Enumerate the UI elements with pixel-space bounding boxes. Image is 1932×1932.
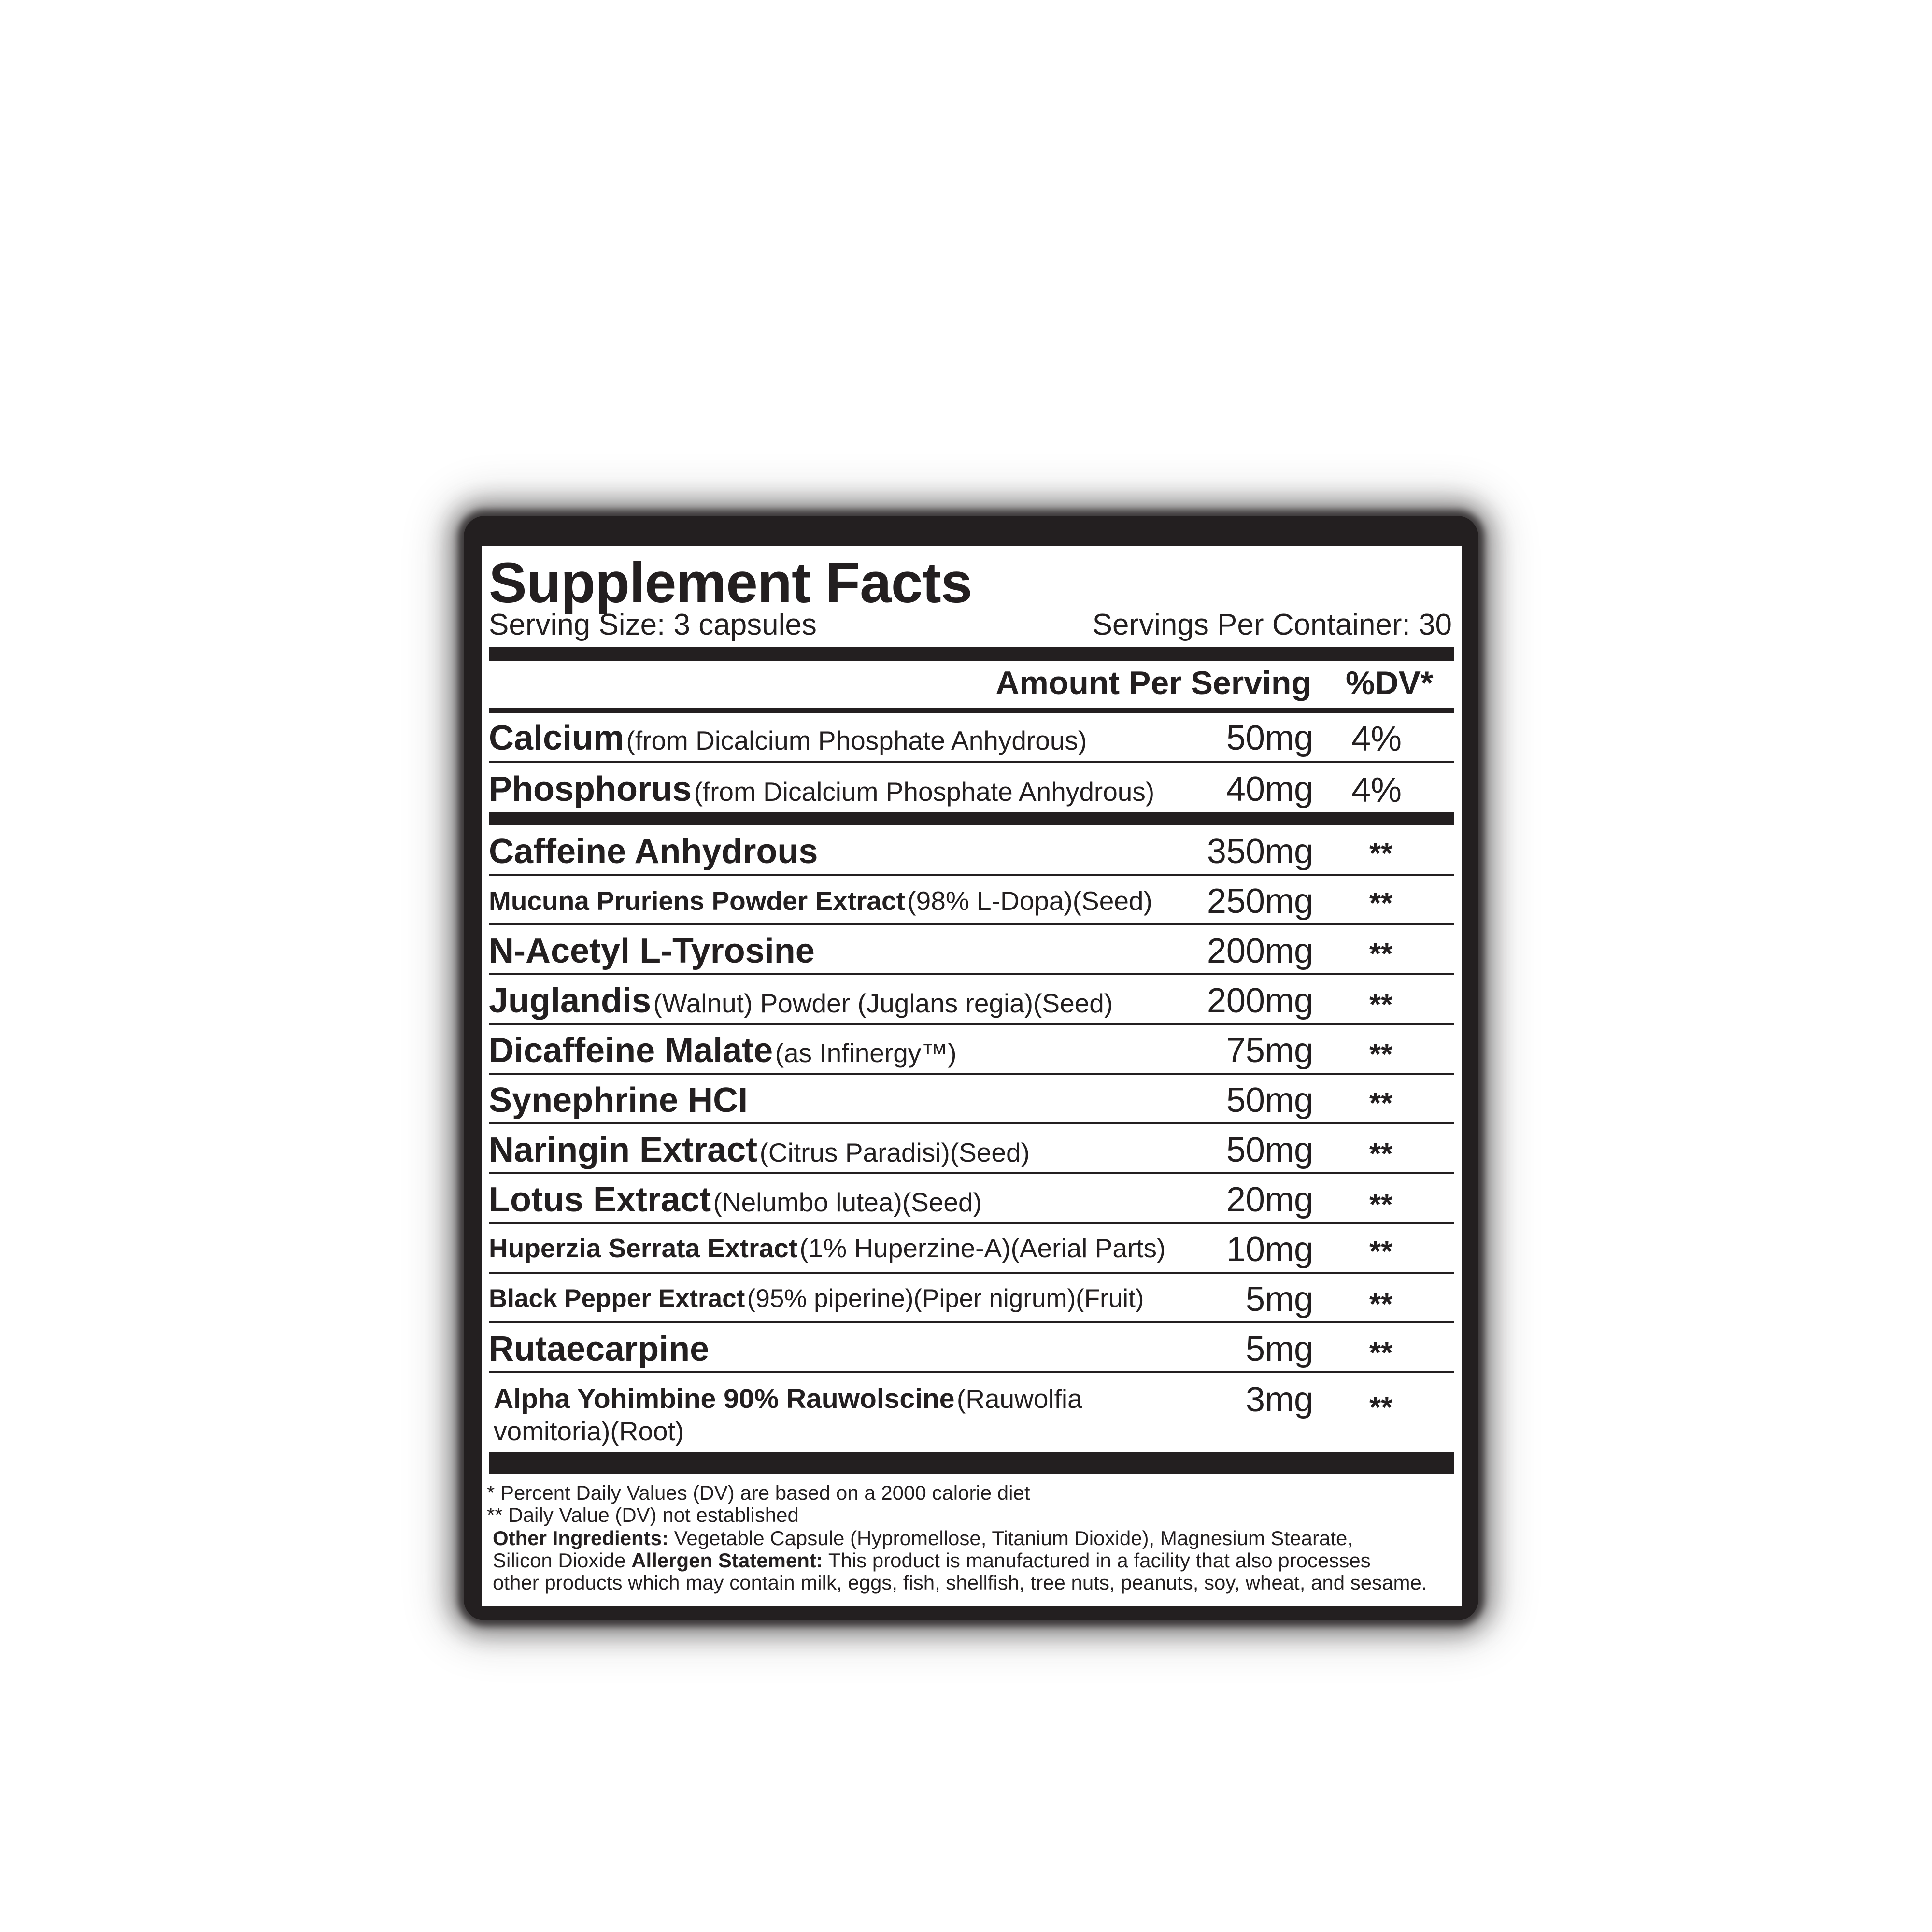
ingredient-amount: 350mg <box>1207 832 1313 871</box>
ingredient-name: Alpha Yohimbine 90% Rauwolscine <box>494 1383 955 1414</box>
allergen-statement <box>493 1550 1371 1571</box>
ingredient-detail: (95% piperine)(Piper nigrum)(Fruit) <box>747 1284 1144 1313</box>
ingredient-detail: (1% Huperzine-A)(Aerial Parts) <box>799 1233 1166 1263</box>
row-divider <box>489 1222 1454 1224</box>
medium-divider <box>489 708 1454 713</box>
nutrient-dv: 4% <box>1351 771 1402 810</box>
ingredient-dv: ** <box>1369 1188 1393 1222</box>
ingredient-dv: ** <box>1369 1137 1393 1171</box>
ingredient-detail: (Walnut) Powder (Juglans regia)(Seed) <box>653 988 1113 1018</box>
supplement-facts-panel <box>482 546 1462 1606</box>
other-ingredients-text-2: Silicon Dioxide <box>493 1549 626 1572</box>
other-ingredients <box>493 1528 1353 1548</box>
header-percent-dv: %DV* <box>1346 665 1434 701</box>
ingredient-detail-line2: vomitoria)(Root) <box>494 1416 684 1446</box>
serving-size: Serving Size: 3 capsules <box>489 608 817 641</box>
ingredient-detail: (Nelumbo lutea)(Seed) <box>713 1187 982 1217</box>
ingredient-name: Naringin Extract <box>489 1131 758 1169</box>
ingredient-amount: 5mg <box>1245 1280 1313 1319</box>
row-divider <box>489 1371 1454 1373</box>
other-ingredients-text: Vegetable Capsule (Hypromellose, Titanium Dioxide), Magnesium Stearate, <box>674 1527 1353 1549</box>
allergen-text-2: other products which may contain milk, eggs, fish, shellfish, tree nuts, peanuts, soy, wheat, and sesame. <box>493 1571 1427 1594</box>
label-title: Supplement Facts <box>489 551 972 615</box>
ingredient-dv: ** <box>1369 1391 1393 1424</box>
row-divider <box>489 923 1454 925</box>
nutrient-detail: (from Dicalcium Phosphate Anhydrous) <box>626 725 1087 755</box>
ingredient-name: Juglandis <box>489 981 652 1020</box>
thick-divider <box>489 812 1454 825</box>
allergen-label: Allergen Statement: <box>631 1549 823 1572</box>
row-divider <box>489 1272 1454 1274</box>
ingredient-amount: 200mg <box>1207 981 1313 1020</box>
servings-per-container: Servings Per Container: 30 <box>1092 608 1452 641</box>
row-divider <box>489 761 1454 763</box>
ingredient-name: Black Pepper Extract <box>489 1284 745 1313</box>
ingredient-name: Synephrine HCI <box>489 1081 748 1120</box>
nutrient-detail: (from Dicalcium Phosphate Anhydrous) <box>694 777 1155 807</box>
nutrient-amount: 50mg <box>1226 719 1313 757</box>
ingredient-name: Dicaffeine Malate <box>489 1031 773 1070</box>
ingredient-name: Rutaecarpine <box>489 1330 710 1368</box>
nutrient-dv: 4% <box>1351 720 1402 758</box>
ingredient-amount: 10mg <box>1226 1230 1313 1269</box>
ingredient-dv: ** <box>1369 1235 1393 1268</box>
ingredient-amount: 75mg <box>1226 1031 1313 1070</box>
ingredient-amount: 5mg <box>1245 1330 1313 1368</box>
ingredient-name: Mucuna Pruriens Powder Extract <box>489 886 905 916</box>
ingredient-amount: 200mg <box>1207 932 1313 970</box>
footnote-dv-basis: * Percent Daily Values (DV) are based on a 2000 calorie diet <box>487 1481 1030 1504</box>
ingredient-amount: 50mg <box>1226 1081 1313 1120</box>
nutrient-amount: 40mg <box>1226 770 1313 809</box>
row-divider <box>489 973 1454 975</box>
ingredient-dv: ** <box>1369 1288 1393 1321</box>
row-divider <box>489 1122 1454 1124</box>
ingredient-dv: ** <box>1369 988 1393 1022</box>
ingredient-dv: ** <box>1369 837 1393 870</box>
row-divider <box>489 1073 1454 1075</box>
ingredient-dv: ** <box>1369 1038 1393 1071</box>
nutrient-name: Phosphorus <box>489 770 692 809</box>
row-divider <box>489 874 1454 876</box>
row-divider <box>489 1172 1454 1174</box>
header-amount-per-serving: Amount Per Serving <box>995 665 1311 701</box>
thick-divider <box>489 647 1454 661</box>
allergen-text: This product is manufactured in a facility that also processes <box>828 1549 1371 1572</box>
ingredient-dv: ** <box>1369 1336 1393 1370</box>
row-divider <box>489 1321 1454 1323</box>
ingredient-detail: (Rauwolfia <box>956 1384 1082 1414</box>
ingredient-dv: ** <box>1369 887 1393 920</box>
ingredient-dv: ** <box>1369 938 1393 971</box>
thick-divider <box>489 1452 1454 1474</box>
ingredient-amount: 20mg <box>1226 1180 1313 1219</box>
footnote-dv-not-established: ** Daily Value (DV) not established <box>487 1504 799 1526</box>
ingredient-dv: ** <box>1369 1087 1393 1120</box>
ingredient-amount: 250mg <box>1207 882 1313 921</box>
other-ingredients-label: Other Ingredients: <box>493 1527 669 1549</box>
ingredient-detail: (as Infinergy™) <box>775 1038 957 1068</box>
ingredient-detail: (98% L-Dopa)(Seed) <box>907 886 1152 916</box>
ingredient-detail: (Citrus Paradisi)(Seed) <box>759 1137 1030 1167</box>
ingredient-name: Lotus Extract <box>489 1180 711 1219</box>
ingredient-name: Caffeine Anhydrous <box>489 832 818 871</box>
row-divider <box>489 1023 1454 1025</box>
ingredient-name: Huperzia Serrata Extract <box>489 1233 797 1263</box>
ingredient-amount: 50mg <box>1226 1131 1313 1169</box>
ingredient-amount: 3mg <box>1245 1380 1313 1419</box>
ingredient-name: N-Acetyl L-Tyrosine <box>489 932 815 970</box>
nutrient-name: Calcium <box>489 719 625 757</box>
